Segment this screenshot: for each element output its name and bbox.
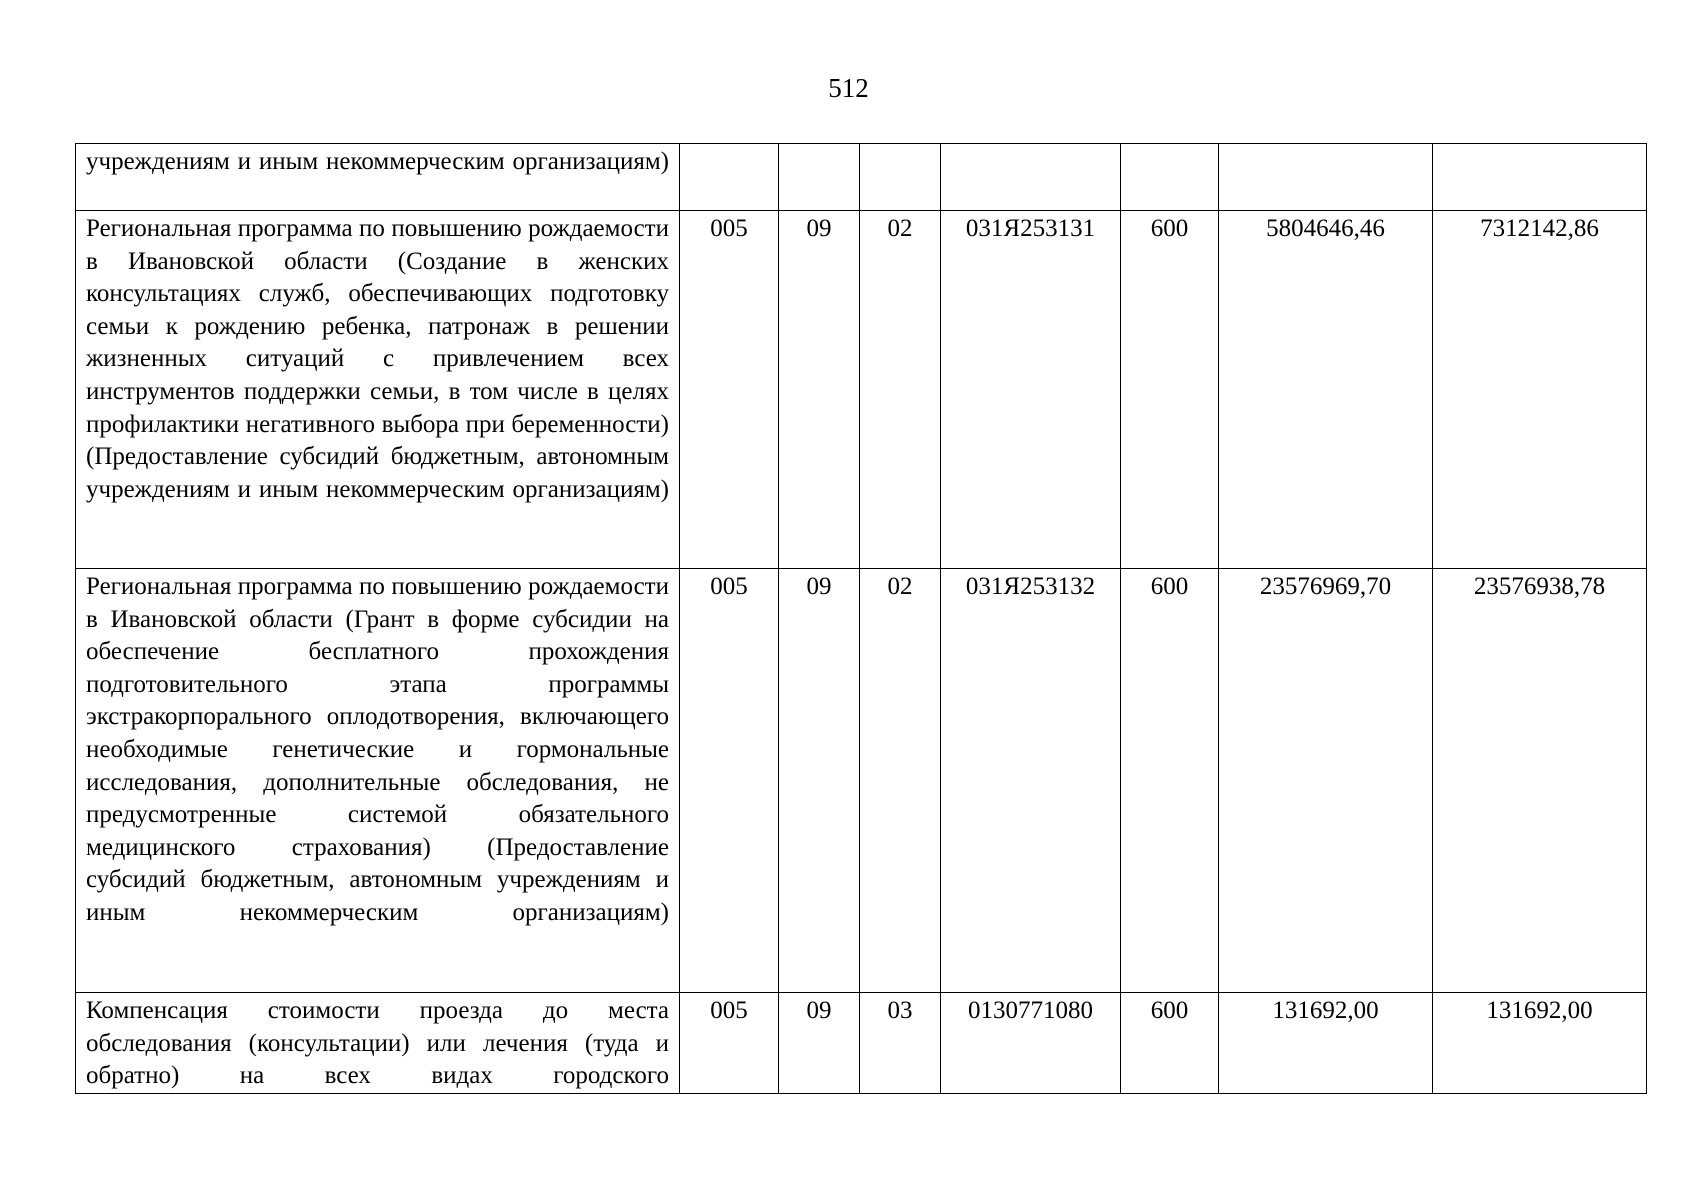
target-article-cell: 031Я253132 [941, 569, 1121, 993]
description-cell: Компенсация стоимости проезда до места обследования (консультации) или лечения (туда и обратно) на всех видах городского [76, 993, 680, 1094]
target-article-cell: 0130771080 [941, 993, 1121, 1094]
amount-1-cell: 131692,00 [1219, 993, 1433, 1094]
section-code-cell: 09 [779, 569, 860, 993]
ministry-code-cell: 005 [680, 211, 779, 569]
expense-type-cell [1121, 144, 1219, 211]
section-code-cell: 09 [779, 993, 860, 1094]
expense-type-cell: 600 [1121, 569, 1219, 993]
description-cell: Региональная программа по повышению рождаемости в Ивановской области (Создание в женских консультациях служб, обеспечивающих подготовку семьи к рождению ребенка, патронаж в решении жизненных ситуаций с привлечением всех инструментов поддержки семьи, в том числе в целях профилактики негативного выбора при беременности) (Предоставление субсидий бюджетным, автономным учреждениям и иным некоммерческим организациям) [76, 211, 680, 569]
amount-1-cell: 23576969,70 [1219, 569, 1433, 993]
expense-type-cell: 600 [1121, 211, 1219, 569]
description-cell: Региональная программа по повышению рождаемости в Ивановской области (Грант в форме субсидии на обеспечение бесплатного прохождения подготовительного этапа программы экстракорпорального оплодотворения, включающего необходимые генетические и гормональные исследования, дополнительные обследования, не предусмотренные системой обязательного медицинского страхования) (Предоставление субсидий бюджетным, автономным учреждениям и иным некоммерческим организациям) [76, 569, 680, 993]
subsection-code-cell: 02 [860, 569, 941, 993]
target-article-cell [941, 144, 1121, 211]
amount-2-cell [1433, 144, 1647, 211]
amount-2-cell: 7312142,86 [1433, 211, 1647, 569]
ministry-code-cell [680, 144, 779, 211]
amount-1-cell [1219, 144, 1433, 211]
budget-table [75, 143, 1647, 1094]
ministry-code-cell: 005 [680, 569, 779, 993]
table-row [76, 211, 1647, 569]
expense-type-cell: 600 [1121, 993, 1219, 1094]
target-article-cell: 031Я253131 [941, 211, 1121, 569]
amount-2-cell: 131692,00 [1433, 993, 1647, 1094]
page-number: 512 [828, 73, 869, 103]
table-row [76, 569, 1647, 993]
table-row [76, 993, 1647, 1094]
subsection-code-cell [860, 144, 941, 211]
description-cell: учреждениям и иным некоммерческим организациям) [76, 144, 680, 211]
ministry-code-cell: 005 [680, 993, 779, 1094]
section-code-cell: 09 [779, 211, 860, 569]
amount-2-cell: 23576938,78 [1433, 569, 1647, 993]
subsection-code-cell: 02 [860, 211, 941, 569]
section-code-cell [779, 144, 860, 211]
subsection-code-cell: 03 [860, 993, 941, 1094]
table-row [76, 144, 1647, 211]
amount-1-cell: 5804646,46 [1219, 211, 1433, 569]
